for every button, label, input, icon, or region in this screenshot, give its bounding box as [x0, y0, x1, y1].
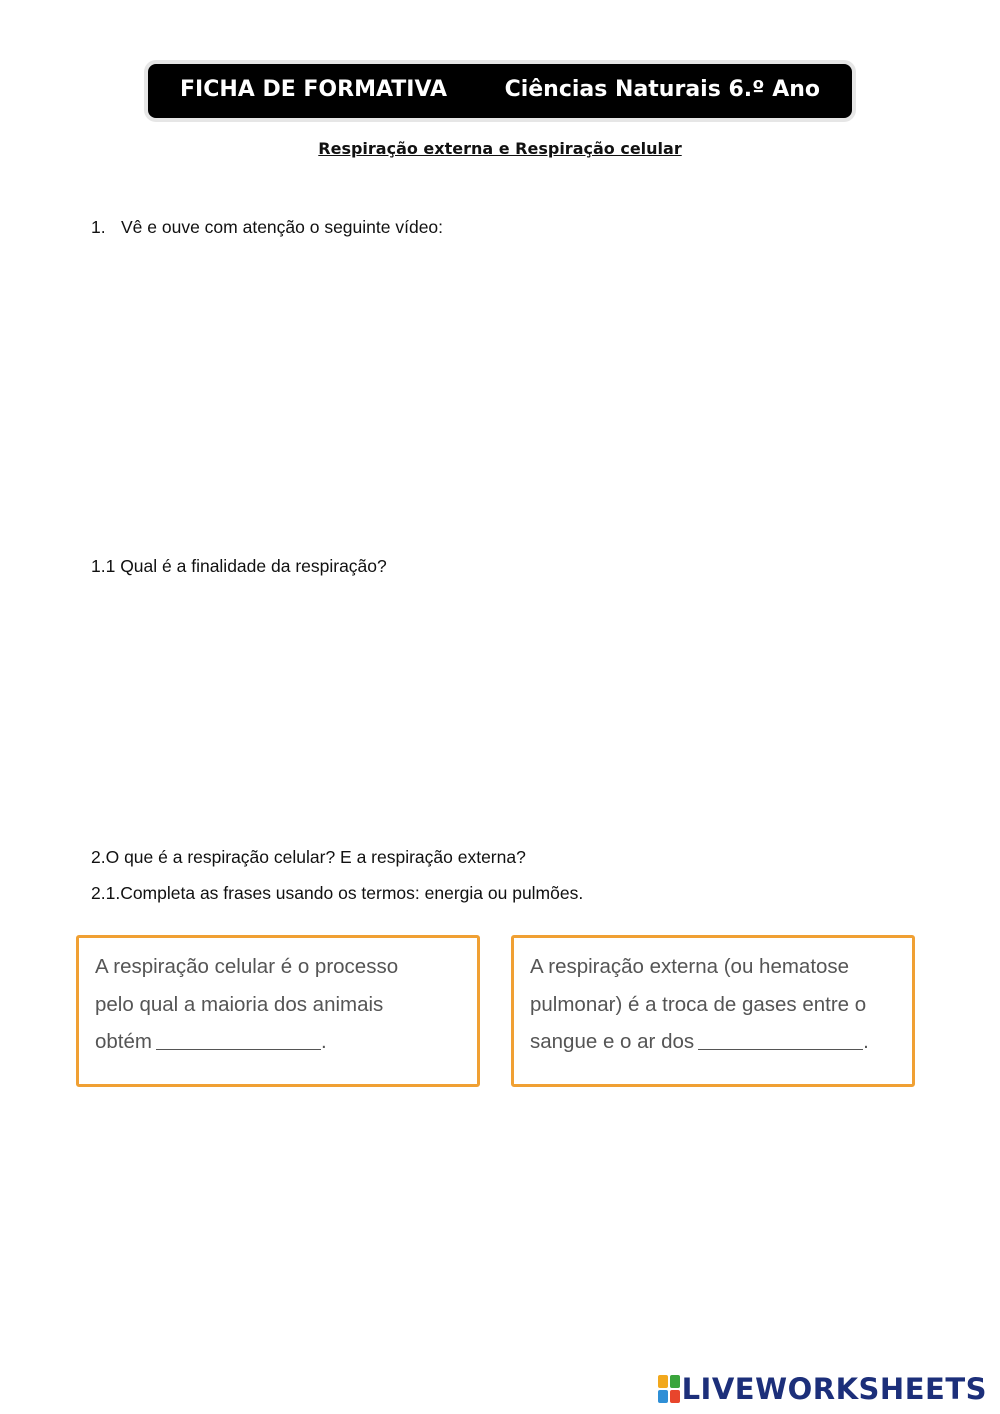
question-1-number: 1.	[91, 217, 106, 237]
liveworksheets-logo[interactable]	[658, 1372, 987, 1406]
box-line: A respiração celular é o processo	[95, 955, 399, 978]
question-1-1: 1.1 Qual é a finalidade da respiração?	[91, 556, 387, 576]
box-line: A respiração externa (ou hematose	[530, 955, 850, 978]
fill-in-box-external-respiration	[511, 935, 915, 1087]
box-line-with-blank	[95, 1023, 465, 1061]
sentence-end: .	[863, 1030, 869, 1053]
liveworksheets-logo-icon	[658, 1375, 680, 1403]
question-2: 2.O que é a respiração celular? E a respiração externa?	[91, 847, 526, 867]
page-subtitle: Respiração externa e Respiração celular	[318, 139, 682, 158]
question-1	[91, 217, 443, 238]
worksheet-title: FICHA DE FORMATIVA	[180, 77, 448, 102]
box-line: pulmonar) é a troca de gases entre o	[530, 992, 867, 1016]
subject-grade: Ciências Naturais 6.º Ano	[504, 77, 820, 102]
question-1-text: Vê e ouve com atenção o seguinte vídeo:	[121, 217, 444, 237]
logo-text: LIVEWORKSHEETS	[681, 1372, 987, 1406]
sentence-end: .	[320, 1030, 327, 1053]
question-2-1: 2.1.Completa as frases usando os termos: energia ou pulmões.	[91, 883, 584, 903]
box-line-with-blank	[530, 1023, 900, 1061]
answer-blank-lungs[interactable]	[698, 1029, 863, 1050]
fill-in-box-cellular-respiration	[76, 935, 480, 1087]
worksheet-header	[148, 64, 852, 118]
answer-blank-energy[interactable]	[156, 1029, 321, 1050]
box-line-text: obtém	[95, 1030, 152, 1053]
box-line: pelo qual a maioria dos animais	[95, 992, 384, 1016]
box-line-text: sangue e o ar dos	[530, 1030, 695, 1053]
